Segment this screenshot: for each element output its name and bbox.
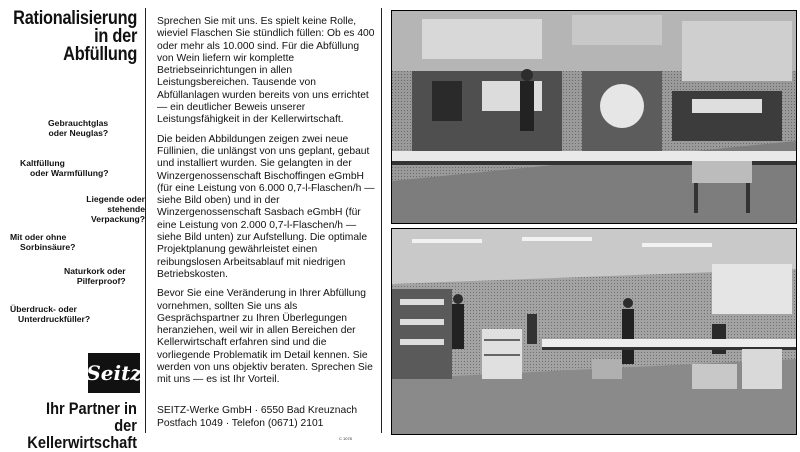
- left-column: [8, 8, 146, 452]
- claim: Ihr Partner in der Kellerwirtschaft: [27, 399, 137, 452]
- seitz-logo: Seitz: [88, 353, 140, 393]
- body-text: [157, 16, 377, 394]
- address: SEITZ-Werke GmbH · 6550 Bad Kreuznach Postfach 1049 · Telefon (0671) 2101: [157, 405, 358, 429]
- paragraph-advice: Bevor Sie eine Veränderung in Ihrer Abfüllung vornehmen, sollten Sie uns als Gesprächspartner zu Ihren Überlegungen heranziehen, weil wir in allen Bereichen der Kellerwirtschaft erfahren sind und die vorliegende Problematik im Detail kennen. Sie werden von uns objektiv beraten. Sprechen Sie mit uns — es ist Ihr Vorteil.: [157, 288, 373, 386]
- ad-code: C 1078: [339, 436, 352, 441]
- photo-bottling-line-top: [391, 10, 797, 224]
- question-sorbic-acid: Mit oder ohne Sorbinsäure?: [10, 232, 76, 252]
- question-filler: Überdruck- oder Unterdruckfüller?: [10, 304, 91, 324]
- paragraph-images: Die beiden Abbildungen zeigen zwei neue Füllinien, die unlängst von uns geplant, gebaut und installiert wurden. Sie gelangten in der Winzergenossenschaft Bischoffingen eGmbH (für eine Leistung von 6.000 0,7-l-Flaschen/h — siehe Bild oben) und in der Winzergenossenschaft Sasbach eGmbH (für eine Leistung von 2.000 0,7-l-Flaschen/h — siehe Bild unten) zur Aufstellung. Die optimale Projektplanung gewährleistet einen reibungslosen Arbeitsablauf mit niedrigen Betriebskosten.: [157, 133, 375, 280]
- question-filling: Kaltfüllung oder Warmfüllung?: [20, 158, 109, 178]
- body-column: [147, 8, 382, 433]
- headline-line-3: Abfüllung: [63, 44, 137, 65]
- headline: [13, 10, 137, 64]
- question-glass: Gebrauchtglas oder Neuglas?: [48, 118, 109, 138]
- question-packaging: Liegende oder stehende Verpackung?: [86, 194, 145, 224]
- question-cork: Naturkork oder Pilferproof?: [64, 266, 126, 286]
- headline-line-2: in der: [94, 26, 137, 47]
- photo-bottling-line-bottom: [391, 228, 797, 435]
- headline-line-1: Rationalisierung: [13, 8, 137, 29]
- paragraph-intro: Sprechen Sie mit uns. Es spielt keine Rolle, wieviel Flaschen Sie stündlich füllen: Ob es 400 oder mehr als 10.000 sind. Für die Abfüllung von Wein liefern wir komplette Betriebseinrichtungen in allen Leistungsbereichen. Tausende von Abfüllanlagen wurden bereits von uns errichtet — ein deutlicher Beweis unserer Leistungsfähigkeit in der Kellerwirtschaft.: [157, 16, 375, 126]
